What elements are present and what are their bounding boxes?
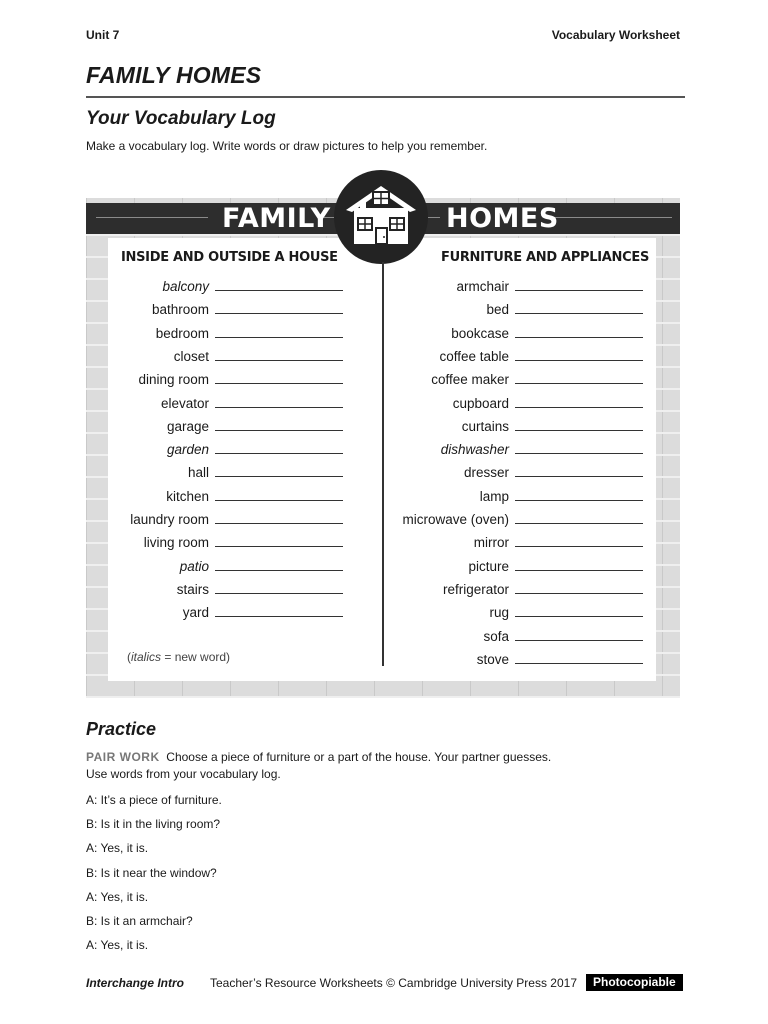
column-divider (382, 262, 384, 666)
vocab-word: stairs (176, 581, 209, 597)
write-in-line[interactable] (215, 476, 343, 477)
vocab-row (99, 486, 343, 504)
vocab-row (99, 276, 343, 294)
vocab-word: mirror (473, 535, 509, 551)
vocab-row (99, 602, 343, 620)
write-in-line[interactable] (215, 616, 343, 617)
vocab-word: laundry room (130, 512, 209, 527)
left-column-heading: INSIDE AND OUTSIDE A HOUSE (121, 250, 338, 265)
vocab-row (99, 393, 343, 411)
band-line-left-1 (96, 217, 208, 218)
vocab-word: stove (476, 651, 509, 667)
note-open: ( (127, 650, 131, 664)
right-column-heading: FURNITURE AND APPLIANCES (441, 250, 650, 265)
vocab-word: bed (486, 302, 509, 318)
vocab-word: lamp (479, 488, 509, 504)
vocab-row (99, 579, 343, 597)
title-rule (86, 96, 685, 98)
write-in-line[interactable] (515, 570, 643, 571)
vocab-row (389, 276, 643, 294)
vocab-row (389, 556, 643, 574)
write-in-line[interactable] (215, 593, 343, 594)
book-title: Interchange Intro (86, 976, 185, 990)
vocab-word: balcony (162, 279, 209, 294)
vocab-row (389, 462, 643, 480)
vocab-row (99, 439, 343, 457)
vocab-word: bedroom (155, 325, 209, 341)
vocab-row (389, 649, 643, 667)
vocab-word: hall (187, 465, 209, 481)
pair-work-text-2: Use words from your vocabulary log. (86, 767, 281, 781)
vocab-word: yard (182, 605, 209, 621)
vocab-word: garage (166, 418, 209, 434)
dialogue-line: A: Yes, it is. (86, 938, 149, 953)
copyright-credit: Teacher’s Resource Worksheets © Cambridge University Press 2017 (210, 976, 577, 990)
vocab-word: coffee table (439, 348, 509, 364)
vocab-row (99, 346, 343, 364)
write-in-line[interactable] (215, 407, 343, 408)
write-in-line[interactable] (215, 500, 343, 501)
vocab-row (99, 323, 343, 341)
write-in-line[interactable] (215, 383, 343, 384)
write-in-line[interactable] (515, 337, 643, 338)
vocab-word: curtains (461, 418, 509, 434)
vocab-row (99, 369, 343, 387)
write-in-line[interactable] (515, 453, 643, 454)
write-in-line[interactable] (515, 360, 643, 361)
vocab-word: microwave (oven) (402, 512, 509, 527)
vocab-row (389, 602, 643, 620)
vocab-row (389, 439, 643, 457)
vocab-row (389, 486, 643, 504)
vocab-row (389, 626, 643, 644)
vocab-row (389, 346, 643, 364)
write-in-line[interactable] (515, 640, 643, 641)
write-in-line[interactable] (515, 383, 643, 384)
unit-label: Unit 7 (86, 28, 120, 42)
dialogue-line: B: Is it an armchair? (86, 914, 193, 928)
dialogue-line: A: Yes, it is. (86, 841, 149, 856)
section-heading-practice: Practice (86, 719, 157, 739)
vocab-word: refrigerator (442, 581, 509, 597)
write-in-line[interactable] (515, 546, 643, 547)
vocab-row (389, 369, 643, 387)
write-in-line[interactable] (515, 313, 643, 314)
write-in-line[interactable] (515, 500, 643, 501)
note-italic-word: italics (131, 650, 162, 664)
pair-work-instruction (86, 749, 646, 783)
write-in-line[interactable] (515, 290, 643, 291)
vocab-word: picture (468, 558, 509, 574)
vocab-row (99, 299, 343, 317)
vocab-row (389, 393, 643, 411)
vocab-row (99, 532, 343, 550)
dialogue-line: B: Is it in the living room? (86, 817, 221, 832)
vocab-row (389, 509, 643, 527)
write-in-line[interactable] (215, 453, 343, 454)
page-title: FAMILY HOMES (86, 62, 262, 88)
vocab-word: sofa (483, 628, 509, 644)
section-heading-vocab-log: Your Vocabulary Log (86, 108, 276, 129)
write-in-line[interactable] (515, 407, 643, 408)
vocab-word: dresser (463, 465, 509, 481)
band-line-right-2 (552, 217, 672, 218)
band-line-right-1 (428, 217, 440, 218)
vocab-word: coffee maker (431, 372, 509, 388)
vocab-row (389, 299, 643, 317)
vocab-word: garden (166, 442, 209, 458)
vocab-word: cupboard (452, 395, 509, 411)
write-in-line[interactable] (515, 593, 643, 594)
pair-work-text: Choose a piece of furniture or a part of the house. Your partner guesses. (166, 750, 552, 764)
write-in-line[interactable] (515, 430, 643, 431)
pair-work-label: PAIR WORK (86, 750, 160, 764)
vocab-row (99, 462, 343, 480)
vocab-row (99, 556, 343, 574)
note-rest: = new word) (161, 650, 231, 664)
photocopiable-badge: Photocopiable (586, 974, 683, 991)
vocab-log-instruction: Make a vocabulary log. Write words or draw pictures to help you remember. (86, 139, 488, 153)
write-in-line[interactable] (515, 476, 643, 477)
vocab-word: armchair (456, 279, 509, 294)
write-in-line[interactable] (215, 523, 343, 524)
vocab-word: dishwasher (440, 442, 509, 458)
dialogue-line: A: It’s a piece of furniture. (86, 793, 222, 807)
write-in-line[interactable] (215, 546, 343, 547)
vocab-word: closet (173, 348, 209, 364)
write-in-line[interactable] (215, 290, 343, 291)
worksheet-type: Vocabulary Worksheet (551, 28, 680, 42)
band-word-family: FAMILY (222, 203, 331, 234)
italics-note (127, 650, 230, 664)
vocab-word: bathroom (151, 302, 209, 318)
vocab-word: dining room (138, 372, 209, 388)
write-in-line[interactable] (215, 337, 343, 338)
vocab-word: patio (179, 558, 209, 574)
house-icon (334, 170, 428, 264)
write-in-line[interactable] (515, 616, 643, 617)
dialogue-line: B: Is it near the window? (86, 865, 217, 880)
vocab-row (389, 416, 643, 434)
vocab-row (99, 509, 343, 527)
vocab-word: elevator (160, 395, 209, 411)
vocab-word: living room (143, 535, 209, 551)
vocab-word: bookcase (451, 325, 509, 341)
dialogue-line: A: Yes, it is. (86, 889, 149, 904)
vocab-row (389, 579, 643, 597)
vocab-row (99, 416, 343, 434)
write-in-line[interactable] (215, 570, 343, 571)
write-in-line[interactable] (515, 663, 643, 664)
band-word-homes: HOMES (446, 203, 559, 234)
vocab-word: kitchen (166, 488, 209, 504)
write-in-line[interactable] (515, 523, 643, 524)
write-in-line[interactable] (215, 360, 343, 361)
vocab-row (389, 323, 643, 341)
vocab-word: rug (489, 605, 509, 621)
write-in-line[interactable] (215, 313, 343, 314)
vocab-row (389, 532, 643, 550)
write-in-line[interactable] (215, 430, 343, 431)
